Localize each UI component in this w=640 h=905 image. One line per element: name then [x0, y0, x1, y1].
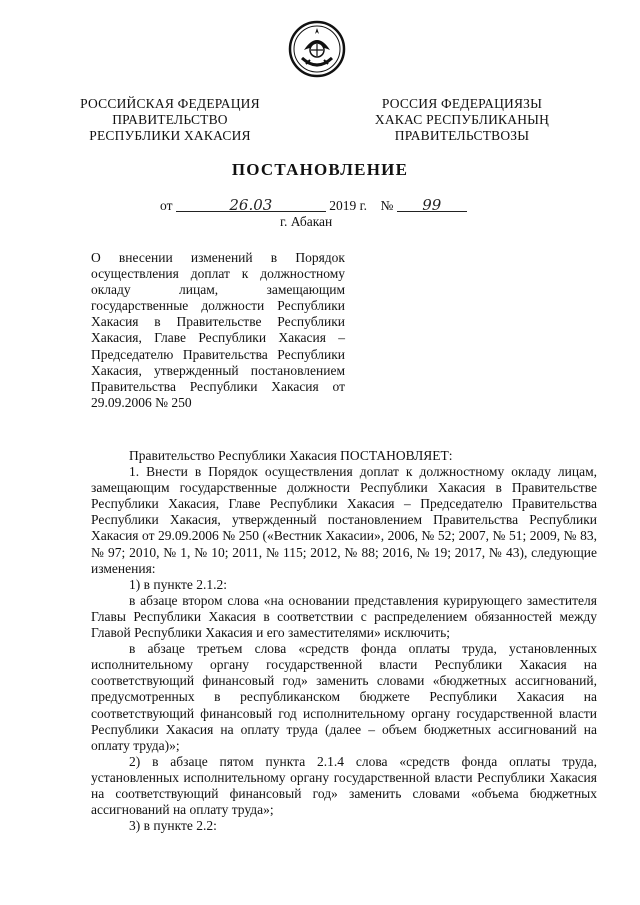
header-right-line-1: РОССИЯ ФЕДЕРАЦИЯЗЫ: [381, 96, 543, 111]
body-paragraph-3: в абзаце втором слова «на основании представления курирующего заместителя Главы Республики Хакасия в соответствии с распределением обязанностей между Главой Республики Хакасия и его заместителями» исключить;: [91, 592, 597, 641]
body-paragraph-4: в абзаце третьем слова «средств фонда оплаты труда, установленных исполнительному органу государственной власти Республики Хакасия на соответствующий финансовый год» заменить словами «бюджетных ассигнований, предусмотренных в республиканском бюджете Республики Хакасия на соответствующий финансовый год исполнительному органу государственной власти Республики Хакасия на оплату труда (далее – объем бюджетных ассигнований на оплату труда)»;: [91, 641, 597, 753]
header-left-line-1: РОССИЙСКАЯ ФЕДЕРАЦИЯ: [80, 96, 260, 111]
header-left-line-3: РЕСПУБЛИКИ ХАКАСИЯ: [89, 128, 251, 143]
body-paragraph-2: 1) в пункте 2.1.2:: [129, 576, 227, 592]
header-right-block: [362, 96, 562, 144]
header-right-line-2: ХАКАС РЕСПУБЛИКАНЫҢ: [374, 112, 550, 127]
date-prefix: от: [160, 198, 173, 213]
document-title: ПОСТАНОВЛЕНИЕ: [231, 160, 409, 179]
document-body: [91, 448, 597, 834]
date-field: [176, 196, 326, 212]
number-label: №: [380, 198, 394, 213]
date-handwritten: 26.03: [229, 196, 273, 214]
header-left-line-2: ПРАВИТЕЛЬСТВО: [112, 112, 228, 127]
body-paragraph-1: 1. Внести в Порядок осуществления доплат к должностному окладу лицам, замещающим государственные должности Республики Хакасия в Правительстве Республики Хакасия, Главе Республики Хакасия – Председателю Правительства Республики Хакасия, утвержденный постановлением Правительства Республики Хакасия от 29.09.2006 № 250 («Вестник Хакасии», 2006, № 52; 2007, № 51; 2009, № 83, № 97; 2010, № 1, № 10; 2011, № 115; 2012, № 88; 2016, № 19; 2017, № 43), следующие изменения:: [91, 464, 597, 576]
header-left-block: [70, 96, 270, 144]
header-right-line-3: ПРАВИТЕЛЬСТВОЗЫ: [394, 128, 530, 143]
coat-of-arms-emblem: [288, 20, 346, 78]
body-paragraph-0: Правительство Республики Хакасия ПОСТАНОВЛЯЕТ:: [129, 448, 453, 463]
document-subject: О внесении изменений в Порядок осуществления доплат к должностному окладу лицам, замещающим государственные должности Республики Хакасия в Правительстве Республики Хакасия, Главе Республики Хакасия – Председателю Правительства Республики Хакасия, утвержденный постановлением Правительства Республики Хакасия от 29.09.2006 № 250: [91, 250, 345, 410]
body-paragraph-5: 2) в абзаце пятом пункта 2.1.4 слова «средств фонда оплаты труда, установленных исполнительному органу государственной власти Республики Хакасия на соответствующий финансовый год» заменить словами «объема бюджетных ассигнований на оплату труда»;: [91, 753, 597, 818]
number-field: [397, 196, 467, 212]
date-number-line: [160, 196, 500, 214]
body-paragraph-6: 3) в пункте 2.2:: [129, 818, 217, 834]
city-label: г. Абакан: [280, 214, 333, 229]
number-handwritten: 99: [422, 196, 442, 214]
date-year: 2019 г.: [329, 198, 367, 213]
